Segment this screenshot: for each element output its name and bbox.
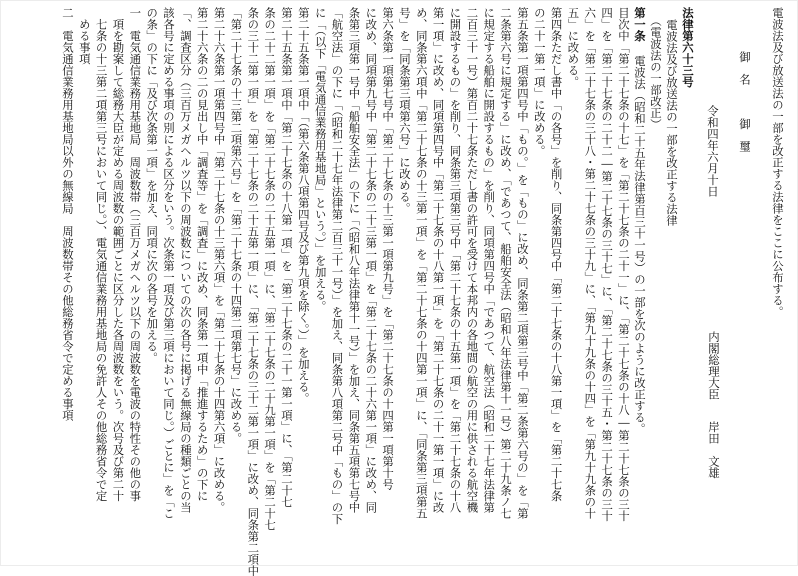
signatory-title: 内閣総理大臣 — [707, 331, 721, 400]
law-title: 電波法及び放送法の一部を改正する法律 — [665, 19, 679, 226]
body-line: 「、調査区分（三百万メガヘルツ以下の周波数についての次の各号に掲げる無線局の種類ごとの当 — [178, 7, 193, 513]
body-line: 第二十六条第一項第四号中「第二十七条の十三第六項」を「第二十七条の十四第六項」に改める。 — [212, 7, 227, 513]
body-line: 第二十五条第一項中「（第六条第八項第四号及び第九項を除く。）」を加える。 — [296, 7, 311, 404]
body-line: の条」の下に「及び次条第一項」を加え、同項に次の各号を加える。 — [145, 7, 160, 364]
body-line: 「航空法」の下に「（昭和二十七年法律第二百三十一号）」を加え、同条第八項第二号中「もの」の下 — [330, 7, 345, 525]
article-heading: 第一条 — [633, 7, 647, 42]
body-line: 五」に改める。 — [566, 7, 581, 88]
body-line: に規定する船舶に開設するもの」を削り、同項第四号中「であつて、航空法（昭和二十七年法律第 — [482, 7, 497, 513]
body-line: に改め、同項第九号中「第二十七条の二十三第一項」を「第二十七条の二十六第一項」に改め、同 — [364, 7, 379, 513]
body-line: 目次中「第二十七条の十七」を「第二十七条の二十一」に、「第二十七条の十八―第二十七条の三十 — [617, 7, 631, 522]
body-line: 第二十五条第一項中「第二十七条の十八第一項」を「第二十七条の二十一第一項」に、「第二十七 — [280, 7, 294, 508]
body-line: 条の二十二第一項」を「第二十七条の二十五第一項」に、「第二十七条の二十九第一項」を「第二十七 — [263, 7, 278, 531]
body-line: 条の三十二第一項」を「第二十七条の二十五第一項」に、「第二十七条の三十二第一項」に改め、同条第二項中 — [246, 7, 261, 576]
article-intro: 電波法（昭和二十五年法律第百三十一号）の一部を次のように改正する。 — [633, 55, 647, 435]
body-line: に「（以下「電気通信業務用基地局」という。）」を加える。 — [313, 7, 328, 312]
law-subtitle: （電波法の一部改正） — [649, 15, 663, 130]
body-line: 四」を「第二十七条の二十二―第二十七条の三十七」に、「第二十七条の三十五・第二十七条の三十 — [600, 7, 615, 522]
body-line: める事項 — [77, 7, 92, 65]
signatory-name: 岸田 文雄 — [707, 421, 721, 479]
body-line: 六」を「第二十七条の三十八・第二十七条の三十九」に、「第九十九条の十四」を「第九十九条の十 — [583, 7, 598, 519]
body-line: 第一項」に改め、同項第四号中「第二十七条の十八第一項」を「第二十七条の二十一第一項」に改 — [431, 7, 446, 513]
body-line: 第二十六条の二の見出し中「調査等」を「調査」に改め、同条第一項中「推進するため」の下に — [195, 7, 210, 502]
body-line: 二 電気通信業務用基地局以外の無線局 周波数帯その他総務省令で定める事項 — [60, 7, 75, 421]
imperial-seal: 御名 御璽 — [738, 51, 752, 163]
body-line: 二百三十一号）第百二十七条ただし書の許可を受けて本邦内の各地間の航空の用に供される航空機 — [465, 7, 480, 513]
body-line: 第五条第一項第四号中「もの。」を「もの」に改め、同条第二項第三号中「第二条第六号の」を「第 — [515, 7, 530, 519]
body-line: 号」を「同条第三項第六号」に改める。 — [397, 7, 412, 214]
body-line: 一 電気通信業務用基地局 周波数帯（三百万メガヘルツ以下の周波数を電波の特性その他の事 — [128, 7, 143, 502]
body-line: 該各号に定める事項の別による区分をいう。次条第一項及び第三項において同じ。）ごとに」を「こ — [162, 7, 176, 519]
law-number: 法律第六十三号 — [681, 7, 695, 88]
promulgation-date: 令和四年六月十日 — [706, 105, 720, 197]
body-line: 第六条第一項第七号中「第二十七条の十三第一項第九号」を「第二十七条の十四第一項第十号 — [381, 7, 396, 490]
body-line: 項を勘案して総務大臣が定める周波数の範囲ごとに区分した各周波数をいう。次号及び第二十 — [111, 7, 126, 502]
body-line: め、同条第六項中「第二十七条の十三第一項」を「第二十七条の十四第一項」に、「同条第三項第五 — [414, 7, 429, 519]
body-line: 第四条ただし書中「の各号」を削り、同条第四号中「第二十七条の十八第一項」を「第二十七条 — [549, 7, 564, 502]
body-line: 二条第六号に規定する」に改め、「であつて、船舶安全法（昭和八年法律第十一号）第二十九条ノ七 — [499, 7, 513, 519]
body-line: の二十一第一項」に改める。 — [532, 7, 547, 157]
body-line: に開設するもの」を削り、同条第三項第三号中「第二十七条の十五第一項」を「第二十七条の十八 — [448, 7, 463, 513]
body-line: 条第三項第一号中「船舶安全法」の下に「（昭和八年法律第十一号）」を加え、同条第五項第七号中 — [347, 7, 362, 514]
body-line: 「第二十七条の十三第二項第六号」を「第二十七条の十四第二項第七号」に改める。 — [229, 7, 244, 444]
promulgation-text: 電波法及び放送法の一部を改正する法律をここに公布する。 — [771, 7, 785, 318]
body-line: 七条の十三第二項第三号において同じ。）、電気通信業務用基地局の免許人その他総務省令で定 — [94, 7, 109, 502]
